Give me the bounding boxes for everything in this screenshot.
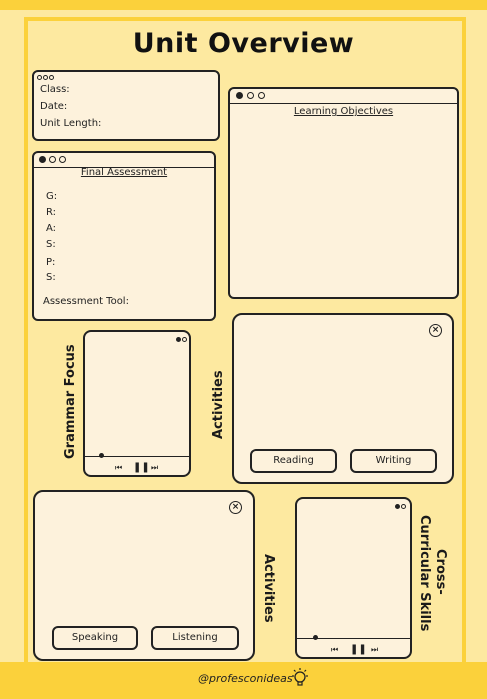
frame-stripe-left — [24, 17, 28, 662]
frame-stripe-right — [462, 17, 466, 662]
window-dot-icon — [59, 156, 66, 163]
close-icon[interactable]: × — [229, 501, 242, 514]
window-dot-icon — [401, 504, 406, 509]
assessment-tool-label: Assessment Tool: — [43, 296, 129, 307]
grasps-a-label: A: — [46, 223, 57, 234]
frame-stripe-inner-top — [24, 17, 466, 21]
writing-button[interactable]: Writing — [350, 449, 437, 473]
class-field-label: Class: — [40, 84, 70, 95]
pause-icon[interactable]: ❚❚ — [350, 644, 367, 655]
window-titlebar — [230, 89, 457, 104]
window-dot-icon — [43, 75, 48, 80]
learning-objectives-window — [228, 87, 459, 299]
next-icon[interactable]: ⏭ — [371, 645, 379, 654]
previous-icon[interactable]: ⏮ — [331, 645, 339, 654]
grasps-g-label: G: — [46, 191, 58, 202]
window-dot-icon — [49, 156, 56, 163]
learning-objectives-heading: Learning Objectives — [293, 106, 394, 117]
activities-bottom-label: Activities — [261, 554, 276, 623]
next-icon[interactable]: ⏭ — [151, 463, 159, 472]
cross-curricular-label-line2: Curricular Skills — [417, 515, 432, 632]
activities-top-label: Activities — [211, 370, 226, 439]
window-dot-icon — [182, 337, 187, 342]
grasps-s2-label: S: — [46, 272, 56, 283]
date-field-label: Date: — [40, 101, 68, 112]
cross-curricular-label-line1: Cross- — [433, 549, 448, 595]
progress-dot-icon — [99, 453, 104, 458]
media-controls — [297, 638, 410, 659]
window-dot-icon — [236, 92, 243, 99]
grasps-p-label: P: — [46, 257, 56, 268]
window-titlebar — [34, 153, 214, 168]
cross-curricular-phone — [295, 497, 412, 659]
previous-icon[interactable]: ⏮ — [115, 463, 123, 472]
window-dot-icon — [395, 504, 400, 509]
final-assessment-heading: Final Assessment — [80, 167, 168, 178]
grasps-r-label: R: — [46, 207, 57, 218]
window-dot-icon — [39, 156, 46, 163]
unit-length-field-label: Unit Length: — [40, 118, 102, 129]
info-box — [32, 70, 220, 141]
window-dot-icon — [176, 337, 181, 342]
window-dot-icon — [258, 92, 265, 99]
grasps-s-label: S: — [46, 239, 56, 250]
footer-handle: @profesconideas — [198, 672, 293, 685]
listening-button[interactable]: Listening — [151, 626, 239, 650]
reading-button[interactable]: Reading — [250, 449, 337, 473]
activities-top-window — [232, 313, 454, 484]
frame-stripe-top — [0, 0, 487, 10]
close-icon[interactable]: × — [429, 324, 442, 337]
grammar-focus-label: Grammar Focus — [63, 344, 78, 459]
final-assessment-window — [32, 151, 216, 321]
activities-bottom-window — [33, 490, 255, 661]
media-controls — [85, 456, 189, 477]
window-dot-icon — [37, 75, 42, 80]
pause-icon[interactable]: ❚❚ — [133, 462, 150, 473]
page-title: Unit Overview — [132, 28, 355, 59]
window-dot-icon — [247, 92, 254, 99]
speaking-button[interactable]: Speaking — [52, 626, 138, 650]
progress-dot-icon — [313, 635, 318, 640]
window-dot-icon — [49, 75, 54, 80]
grammar-focus-phone — [83, 330, 191, 477]
lightbulb-icon — [290, 667, 310, 689]
